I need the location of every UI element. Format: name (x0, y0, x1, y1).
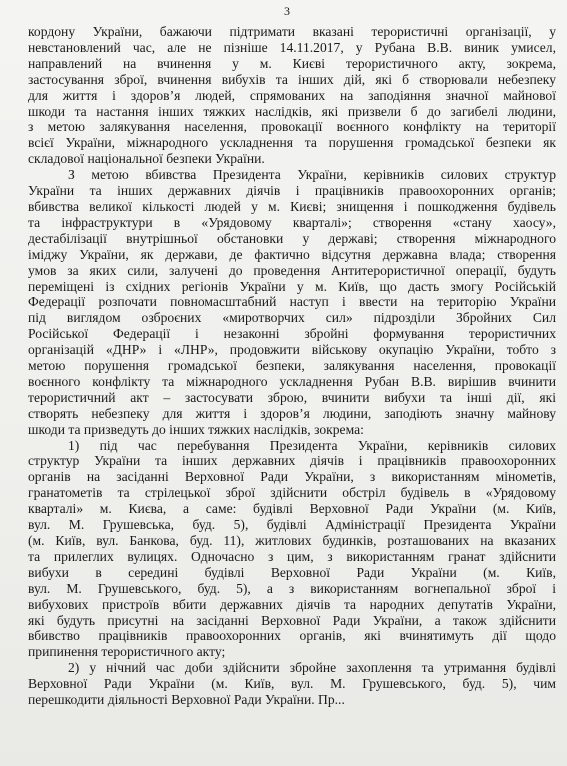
text-line: структур України та інших державних діячів і працівників правоохоронних (28, 453, 556, 469)
page-number: 3 (284, 4, 290, 18)
text-line: (м. Київ, вул. Банкова, буд. 11), житлових будинків, розташованих на вказаних (28, 533, 556, 548)
text-line: створять небезпеку для життя і здоров’я людини, заподіють значну майнову (28, 405, 556, 421)
text-line: з метою залякування населення, провокації воєнного конфлікту на території (28, 119, 556, 135)
text-line: України та інших державних діячів і працівників правоохоронних органів; (28, 183, 556, 199)
text-line: З метою вбивства Президента України, керівників силових структур (68, 167, 556, 183)
text-line: які будуть присутні на засіданні Верховної Ради України, а також здійснити (28, 612, 556, 628)
text-line: іміджу України, як держави, де фактично відсутня державна влада; створення (28, 246, 556, 262)
text-line: складової національної безпеки України. (28, 151, 265, 167)
text-line: під виглядом озброєних «миротворчих сил» підрозділи Збройних Сил (28, 310, 556, 326)
text-line: вибухових пристроїв вбити державних діячів та народних депутатів України, (28, 596, 556, 612)
text-line: перешкодити діяльності Верховної Ради України. Пр... (28, 692, 345, 708)
text-line: органів на засіданні Верховної Ради України, з використанням мінометів, (28, 469, 556, 485)
text-line: припинення терористичного акту; (28, 644, 226, 660)
text-line: дестабілізації внутрішньої обстановки у державі; створення міжнародного (28, 230, 556, 246)
text-line: терористичний акт – застосувати зброю, вчинити вибухи та інші дії, які (28, 389, 556, 405)
text-line: вул. М. Грушевська, буд. 5), будівлі Адміністрації Президента України (28, 517, 556, 533)
text-line: та інфраструктури в «Урядовому кварталі»; створення «стану хаосу», (28, 214, 556, 230)
text-line: Федерації розпочати повномасштабний наступ і ввести на територію України (28, 294, 556, 310)
text-line: вбивства великої кількості людей у м. Києві; знищення і пошкодження будівель (28, 198, 556, 214)
text-line: вбивство працівників правоохоронних органів, які вчинятимуть дії щодо (28, 628, 556, 644)
text-line: кварталі» м. Києва, а саме: будівлі Верховної Ради України (м. Київ, (28, 501, 556, 517)
text-line: кордону України, бажаючи підтримати вказані терористичні організації, у (28, 24, 556, 39)
text-line: гранатометів та стрілецької зброї здійснити обстріл будівель в «Урядовому (28, 485, 556, 501)
text-line: шкоди та призведуть до інших тяжких наслідків, зокрема: (28, 421, 364, 437)
text-line: вул. М. Грушевського, буд. 5), а з використанням вогнепальної зброї і (28, 580, 556, 596)
document-body (28, 24, 556, 708)
text-line: для життя і здоров’я людей, спрямованих на заподіяння значної майнової (28, 87, 556, 103)
text-line: воєнного конфлікту та міжнародного ускладнення Рубан В.В. вирішив вчинити (28, 373, 556, 389)
text-line: 1) під час перебування Президента України, керівників силових (68, 437, 556, 453)
text-line: всієї України, міжнародного ускладнення та порушення громадської безпеки як (28, 135, 556, 151)
text-line: метою порушення громадської безпеки, залякування населення, провокації (28, 358, 556, 374)
text-line: застосування зброї, вчинення вибухів та інших дій, які б створювали небезпеку (28, 71, 556, 87)
text-line: 2) у нічний час доби здійснити збройне захоплення та утримання будівлі (68, 660, 556, 676)
text-line: Російської Федерації і незаконні збройні формування терористичних (28, 326, 556, 342)
text-line: вибухи в середині будівлі Верховної Ради України (м. Київ, (28, 564, 556, 580)
text-line: умов за яких сили, залучені до проведення Антитерористичної операції, будуть (28, 262, 556, 278)
text-line: переміщені із східних регіонів України у м. Київ, що дасть змогу Російській (28, 278, 556, 294)
text-line: організацій «ДНР» і «ЛНР», продовжити військову окупацію України, тобто з (28, 342, 556, 358)
text-line: Верховної Ради України (м. Київ, вул. М. Грушевського, буд. 5), чим (28, 676, 556, 692)
text-line: направлений на вчинення у м. Києві терористичного акту, зокрема, (28, 55, 556, 71)
text-line: та прилеглих вулицях. Одночасно з цим, з використанням гранат здійснити (28, 548, 556, 564)
text-line: шкоди та настання інших тяжких наслідків, які призвели б до загибелі людини, (28, 103, 556, 119)
text-line: невстановлений час, але не пізніше 14.11.2017, у Рубана В.В. виник умисел, (28, 39, 556, 55)
